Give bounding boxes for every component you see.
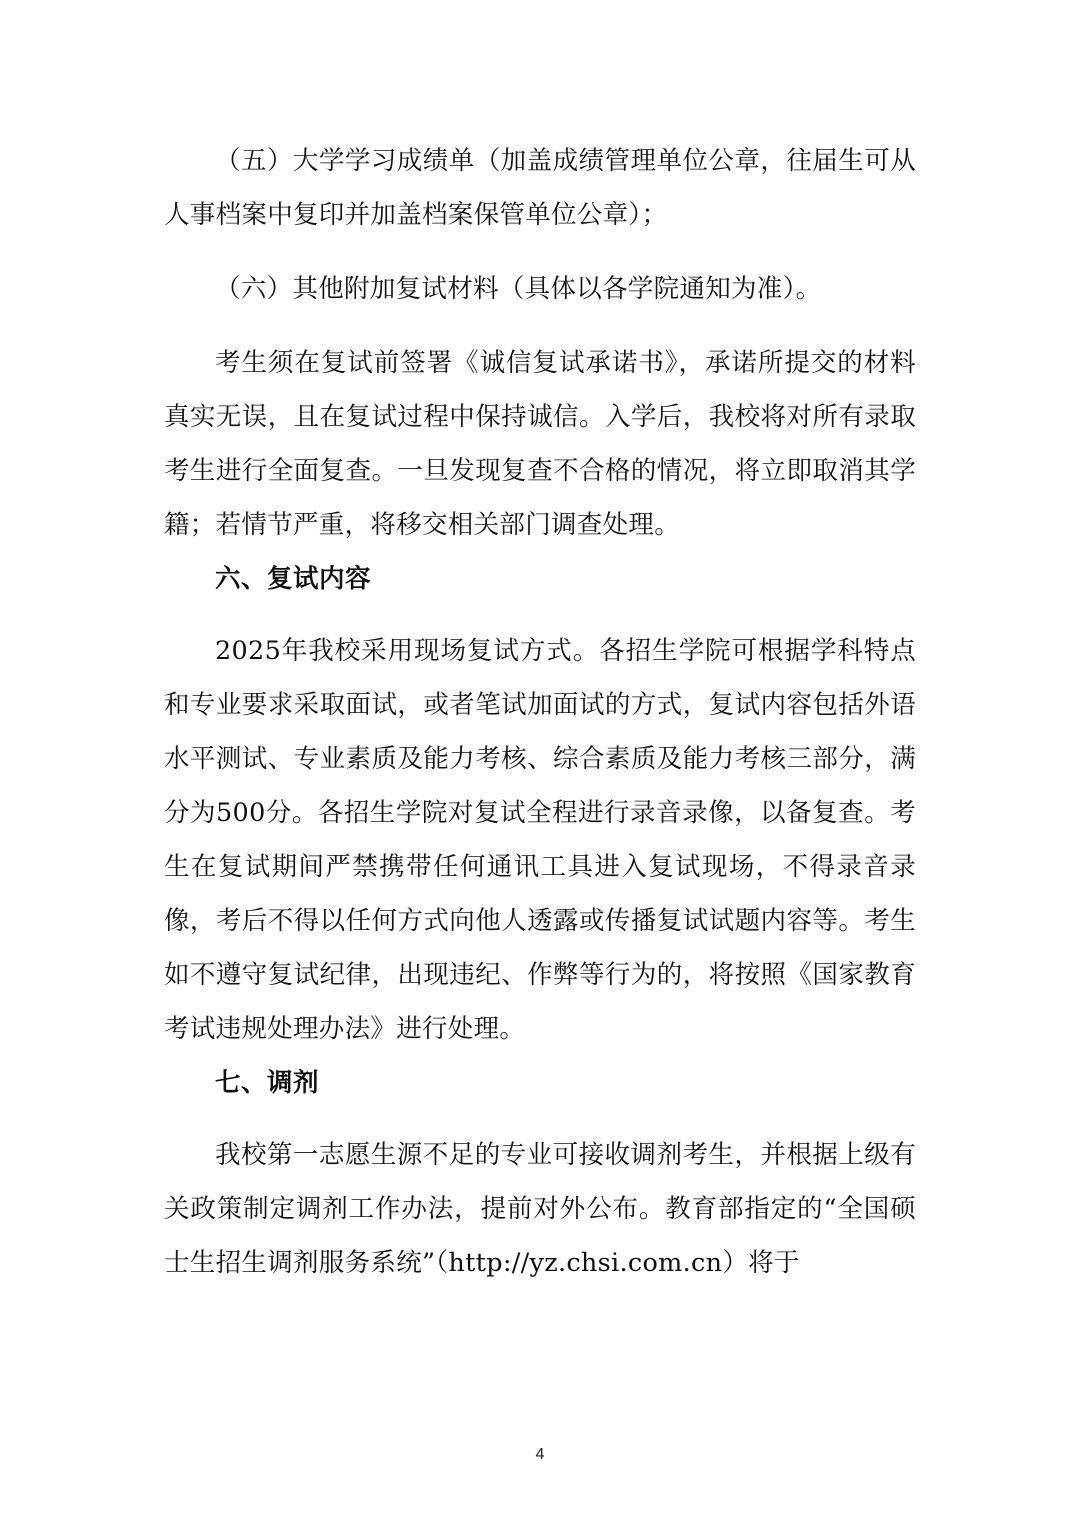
section-heading-adjustment: 七、调剂 <box>215 1068 320 1098</box>
paragraph-integrity-pledge: 考生须在复试前签署《诚信复试承诺书》，承诺所提交的材料真实无误，且在复试过程中保持诚信。入学后，我校将对所有录取考生进行全面复查。一旦发现复查不合格的情况，将立即取消其学籍；若情节严重，将移交相关部门调查处理。 <box>164 348 916 540</box>
page-number: 4 <box>535 1446 545 1463</box>
paragraph-transcript-item: （五）大学学习成绩单（加盖成绩管理单位公章，往届生可从人事档案中复印并加盖档案保管单位公章）； <box>164 146 916 230</box>
paragraph-retest-content: 2025年我校采用现场复试方式。各招生学院可根据学科特点和专业要求采取面试，或者笔试加面试的方式，复试内容包括外语水平测试、专业素质及能力考核、综合素质及能力考核三部分，满分为500分。各招生学院对复试全程进行录音录像，以备复查。考生在复试期间严禁携带任何通讯工具进入复试现场，不得录音录像，考后不得以任何方式向他人透露或传播复试试题内容等。考生如不遵守复试纪律，出现违纪、作弊等行为的，将按照《国家教育考试违规处理办法》进行处理。 <box>164 636 916 1044</box>
paragraph-adjustment: 我校第一志愿生源不足的专业可接收调剂考生，并根据上级有关政策制定调剂工作办法，提前对外公布。教育部指定的“全国硕士生招生调剂服务系统”（http://yz.chsi.com.cn）将于 <box>164 1140 916 1278</box>
document-body <box>164 134 916 1290</box>
paragraph-additional-materials-item: （六）其他附加复试材料（具体以各学院通知为准）。 <box>215 274 822 304</box>
section-heading-retest-content: 六、复试内容 <box>215 564 372 594</box>
